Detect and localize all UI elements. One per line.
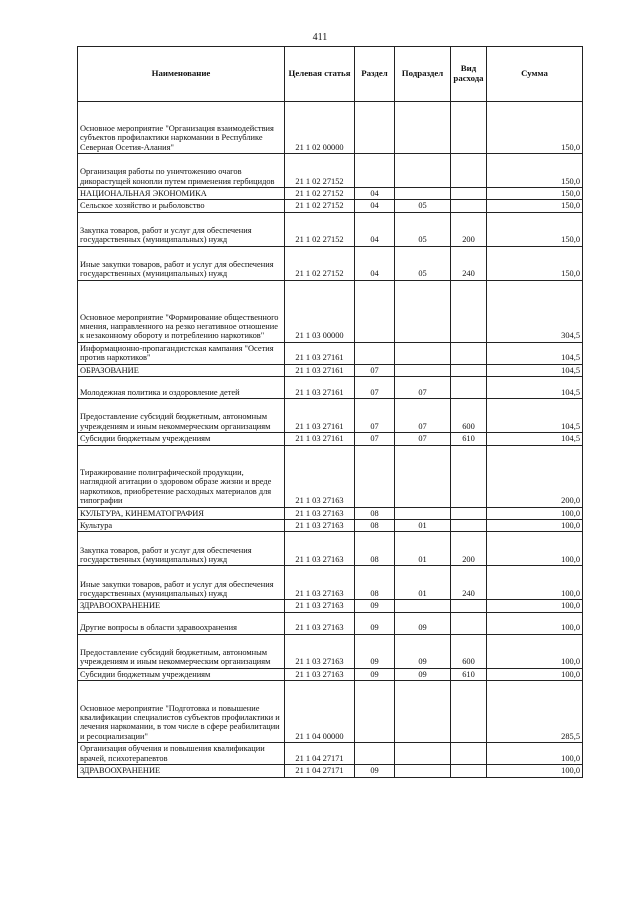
table-row bbox=[78, 507, 583, 519]
table-row bbox=[78, 445, 583, 507]
cell-type bbox=[451, 612, 487, 634]
table-row bbox=[78, 681, 583, 743]
header-section: Раздел bbox=[355, 47, 395, 102]
cell-type bbox=[451, 520, 487, 532]
cell-name: КУЛЬТУРА, КИНЕМАТОГРАФИЯ bbox=[78, 507, 285, 519]
cell-sum: 100,0 bbox=[487, 765, 583, 777]
cell-name: Организация обучения и повышения квалификации врачей, психотерапевтов bbox=[78, 743, 285, 765]
cell-sum: 304,5 bbox=[487, 280, 583, 342]
cell-name: Основное мероприятие "Подготовка и повышение квалификации специалистов субъектов профилактики и лечения наркомании, в том числе в сфере реабилитации и ресоциализации" bbox=[78, 681, 285, 743]
cell-sum: 150,0 bbox=[487, 200, 583, 212]
table-row bbox=[78, 342, 583, 364]
table-row bbox=[78, 668, 583, 680]
cell-type: 200 bbox=[451, 532, 487, 566]
cell-type bbox=[451, 377, 487, 399]
cell-article: 21 1 03 27163 bbox=[285, 507, 355, 519]
cell-article: 21 1 02 27152 bbox=[285, 188, 355, 200]
table-row bbox=[78, 102, 583, 154]
cell-type: 240 bbox=[451, 566, 487, 600]
cell-type: 600 bbox=[451, 399, 487, 433]
cell-name: Предоставление субсидий бюджетным, автономным учреждениям и иным некоммерческим организациям bbox=[78, 399, 285, 433]
cell-article: 21 1 02 00000 bbox=[285, 102, 355, 154]
cell-name: ЗДРАВООХРАНЕНИЕ bbox=[78, 600, 285, 612]
cell-sum: 104,5 bbox=[487, 364, 583, 376]
cell-article: 21 1 04 00000 bbox=[285, 681, 355, 743]
cell-article: 21 1 03 27163 bbox=[285, 520, 355, 532]
cell-name: Другие вопросы в области здравоохранения bbox=[78, 612, 285, 634]
cell-sum: 100,0 bbox=[487, 634, 583, 668]
cell-sum: 100,0 bbox=[487, 668, 583, 680]
cell-subsection bbox=[395, 280, 451, 342]
cell-section: 08 bbox=[355, 507, 395, 519]
cell-section bbox=[355, 681, 395, 743]
cell-section: 09 bbox=[355, 765, 395, 777]
table-row bbox=[78, 765, 583, 777]
cell-subsection bbox=[395, 507, 451, 519]
cell-type bbox=[451, 342, 487, 364]
cell-section: 07 bbox=[355, 433, 395, 445]
cell-subsection bbox=[395, 188, 451, 200]
cell-name: ОБРАЗОВАНИЕ bbox=[78, 364, 285, 376]
cell-name: Иные закупки товаров, работ и услуг для обеспечения государственных (муниципальных) нужд bbox=[78, 566, 285, 600]
table-row bbox=[78, 212, 583, 246]
cell-article: 21 1 04 27171 bbox=[285, 765, 355, 777]
cell-article: 21 1 02 27152 bbox=[285, 246, 355, 280]
cell-subsection: 01 bbox=[395, 566, 451, 600]
cell-sum: 150,0 bbox=[487, 188, 583, 200]
cell-sum: 150,0 bbox=[487, 212, 583, 246]
cell-type bbox=[451, 445, 487, 507]
page-number: 411 bbox=[312, 32, 328, 43]
header-article: Целевая статья bbox=[285, 47, 355, 102]
cell-name: Сельское хозяйство и рыболовство bbox=[78, 200, 285, 212]
table-row bbox=[78, 154, 583, 188]
cell-article: 21 1 03 27163 bbox=[285, 634, 355, 668]
cell-article: 21 1 03 27163 bbox=[285, 566, 355, 600]
cell-type: 240 bbox=[451, 246, 487, 280]
cell-name: НАЦИОНАЛЬНАЯ ЭКОНОМИКА bbox=[78, 188, 285, 200]
cell-name: Закупка товаров, работ и услуг для обеспечения государственных (муниципальных) нужд bbox=[78, 212, 285, 246]
cell-name: Закупка товаров, работ и услуг для обеспечения государственных (муниципальных) нужд bbox=[78, 532, 285, 566]
table-body bbox=[78, 102, 583, 778]
cell-subsection bbox=[395, 681, 451, 743]
cell-sum: 150,0 bbox=[487, 154, 583, 188]
cell-subsection: 01 bbox=[395, 520, 451, 532]
table-row bbox=[78, 280, 583, 342]
cell-subsection: 09 bbox=[395, 612, 451, 634]
budget-table bbox=[77, 46, 583, 778]
header-name: Наименование bbox=[78, 47, 285, 102]
cell-section: 04 bbox=[355, 200, 395, 212]
cell-section: 09 bbox=[355, 668, 395, 680]
cell-article: 21 1 02 27152 bbox=[285, 154, 355, 188]
table-row bbox=[78, 600, 583, 612]
cell-article: 21 1 03 27163 bbox=[285, 600, 355, 612]
cell-type bbox=[451, 154, 487, 188]
cell-type bbox=[451, 364, 487, 376]
cell-sum: 100,0 bbox=[487, 743, 583, 765]
cell-section bbox=[355, 342, 395, 364]
cell-subsection: 05 bbox=[395, 212, 451, 246]
cell-type: 610 bbox=[451, 668, 487, 680]
cell-name: Основное мероприятие "Формирование общественного мнения, направленного на резко негативное отношение к незаконному обороту и потреблению наркотиков" bbox=[78, 280, 285, 342]
header-sum: Сумма bbox=[487, 47, 583, 102]
cell-section: 09 bbox=[355, 634, 395, 668]
cell-sum: 285,5 bbox=[487, 681, 583, 743]
cell-subsection: 05 bbox=[395, 246, 451, 280]
cell-subsection: 07 bbox=[395, 399, 451, 433]
cell-type: 600 bbox=[451, 634, 487, 668]
cell-subsection bbox=[395, 765, 451, 777]
cell-article: 21 1 03 27163 bbox=[285, 445, 355, 507]
cell-article: 21 1 03 27163 bbox=[285, 668, 355, 680]
table-row bbox=[78, 246, 583, 280]
header-type: Вид расхода bbox=[451, 47, 487, 102]
cell-sum: 100,0 bbox=[487, 600, 583, 612]
cell-type bbox=[451, 200, 487, 212]
cell-sum: 104,5 bbox=[487, 433, 583, 445]
cell-subsection: 09 bbox=[395, 634, 451, 668]
cell-subsection bbox=[395, 364, 451, 376]
cell-sum: 100,0 bbox=[487, 612, 583, 634]
cell-sum: 104,5 bbox=[487, 377, 583, 399]
cell-article: 21 1 03 27161 bbox=[285, 433, 355, 445]
table-row bbox=[78, 200, 583, 212]
cell-subsection bbox=[395, 342, 451, 364]
cell-subsection: 07 bbox=[395, 433, 451, 445]
cell-name: Тиражирование полиграфической продукции, наглядной агитации о здоровом образе жизни и вреде наркотиков, приобретение расходных материалов для типографии bbox=[78, 445, 285, 507]
cell-type bbox=[451, 507, 487, 519]
cell-section: 07 bbox=[355, 364, 395, 376]
cell-type bbox=[451, 280, 487, 342]
cell-name: Предоставление субсидий бюджетным, автономным учреждениям и иным некоммерческим организациям bbox=[78, 634, 285, 668]
cell-section: 08 bbox=[355, 532, 395, 566]
cell-section bbox=[355, 102, 395, 154]
cell-section: 04 bbox=[355, 212, 395, 246]
cell-name: Иные закупки товаров, работ и услуг для обеспечения государственных (муниципальных) нужд bbox=[78, 246, 285, 280]
table-row bbox=[78, 433, 583, 445]
cell-article: 21 1 03 00000 bbox=[285, 280, 355, 342]
cell-article: 21 1 02 27152 bbox=[285, 200, 355, 212]
cell-name: Молодежная политика и оздоровление детей bbox=[78, 377, 285, 399]
cell-sum: 104,5 bbox=[487, 399, 583, 433]
cell-subsection bbox=[395, 102, 451, 154]
cell-article: 21 1 02 27152 bbox=[285, 212, 355, 246]
cell-article: 21 1 03 27161 bbox=[285, 364, 355, 376]
cell-section: 08 bbox=[355, 520, 395, 532]
cell-name: ЗДРАВООХРАНЕНИЕ bbox=[78, 765, 285, 777]
table-row bbox=[78, 612, 583, 634]
table-row bbox=[78, 377, 583, 399]
cell-subsection: 07 bbox=[395, 377, 451, 399]
cell-type bbox=[451, 102, 487, 154]
cell-article: 21 1 04 27171 bbox=[285, 743, 355, 765]
cell-subsection bbox=[395, 600, 451, 612]
cell-sum: 100,0 bbox=[487, 566, 583, 600]
cell-section: 09 bbox=[355, 612, 395, 634]
cell-sum: 150,0 bbox=[487, 246, 583, 280]
table-row bbox=[78, 188, 583, 200]
cell-subsection: 01 bbox=[395, 532, 451, 566]
cell-section bbox=[355, 743, 395, 765]
cell-type: 200 bbox=[451, 212, 487, 246]
cell-subsection bbox=[395, 445, 451, 507]
table-row bbox=[78, 364, 583, 376]
cell-section bbox=[355, 445, 395, 507]
cell-name: Культура bbox=[78, 520, 285, 532]
cell-section: 07 bbox=[355, 377, 395, 399]
cell-section: 09 bbox=[355, 600, 395, 612]
cell-section bbox=[355, 280, 395, 342]
cell-type bbox=[451, 188, 487, 200]
table-header-row bbox=[78, 47, 583, 102]
cell-name: Информационно-пропагандистская кампания "Осетия против наркотиков" bbox=[78, 342, 285, 364]
cell-sum: 200,0 bbox=[487, 445, 583, 507]
table-row bbox=[78, 520, 583, 532]
table-row bbox=[78, 399, 583, 433]
cell-name: Организация работы по уничтожению очагов дикорастущей конопли путем применения гербицидов bbox=[78, 154, 285, 188]
cell-type bbox=[451, 765, 487, 777]
cell-sum: 150,0 bbox=[487, 102, 583, 154]
cell-section: 04 bbox=[355, 246, 395, 280]
cell-section: 07 bbox=[355, 399, 395, 433]
cell-subsection bbox=[395, 154, 451, 188]
table-row bbox=[78, 634, 583, 668]
cell-sum: 100,0 bbox=[487, 507, 583, 519]
cell-section: 08 bbox=[355, 566, 395, 600]
table-row bbox=[78, 532, 583, 566]
cell-name: Основное мероприятие "Организация взаимодействия субъектов профилактики наркомании в Республике Северная Осетия-Алания" bbox=[78, 102, 285, 154]
cell-article: 21 1 03 27163 bbox=[285, 532, 355, 566]
cell-type bbox=[451, 681, 487, 743]
cell-article: 21 1 03 27161 bbox=[285, 399, 355, 433]
cell-subsection bbox=[395, 743, 451, 765]
cell-type bbox=[451, 600, 487, 612]
cell-subsection: 09 bbox=[395, 668, 451, 680]
cell-name: Субсидии бюджетным учреждениям bbox=[78, 668, 285, 680]
cell-article: 21 1 03 27163 bbox=[285, 612, 355, 634]
cell-sum: 100,0 bbox=[487, 532, 583, 566]
cell-article: 21 1 03 27161 bbox=[285, 377, 355, 399]
cell-sum: 104,5 bbox=[487, 342, 583, 364]
cell-article: 21 1 03 27161 bbox=[285, 342, 355, 364]
cell-sum: 100,0 bbox=[487, 520, 583, 532]
cell-type: 610 bbox=[451, 433, 487, 445]
cell-type bbox=[451, 743, 487, 765]
cell-subsection: 05 bbox=[395, 200, 451, 212]
cell-section: 04 bbox=[355, 188, 395, 200]
cell-name: Субсидии бюджетным учреждениям bbox=[78, 433, 285, 445]
table-row bbox=[78, 566, 583, 600]
header-subsection: Подраздел bbox=[395, 47, 451, 102]
table-row bbox=[78, 743, 583, 765]
cell-section bbox=[355, 154, 395, 188]
